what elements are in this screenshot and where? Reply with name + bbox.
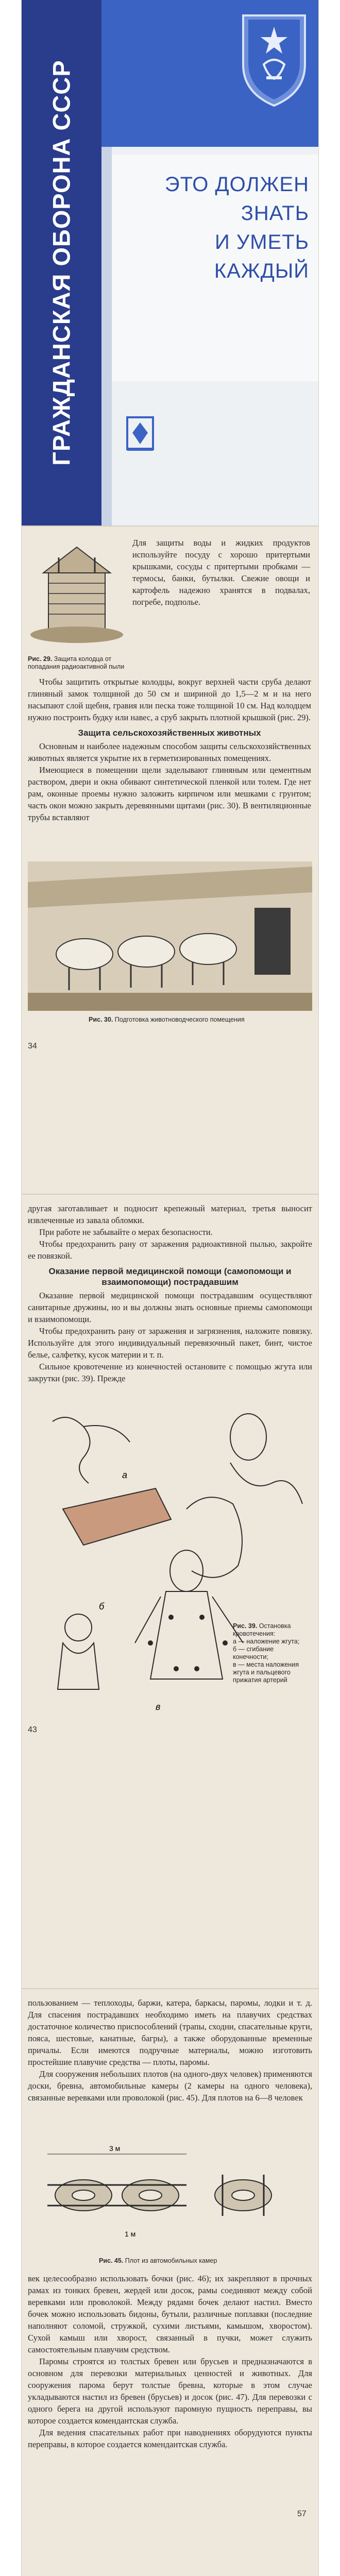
well-illustration <box>28 537 126 650</box>
fig39-letter-v: в <box>156 1702 161 1712</box>
raft-illustration <box>32 2139 310 2252</box>
paragraph: Чтобы защитить открытые колодцы, вокруг верхней части сруба делают глиняный замок толщиной до 50 см и шириной до 1,5—2 м и на него насыпают слой щебня, гравия или песка тоже толщиной 10 см. Над колодцем нужно построить будку или навес, а сруб закрыть плотной крышкой (рис. 29). <box>28 677 311 722</box>
fig39-letter-b: б <box>99 1601 105 1612</box>
paragraph: Чтобы предохранить рану от заражения радиоактивной пылью, закройте ее повязкой. <box>28 1239 312 1261</box>
paragraph: Паромы строятся из толстых бревен или брусьев и предназначаются в основном для перевозки материальных ценностей и животных. Для сооружения парома берут толстые бревна, которые в этом случае укладываются настил из бревен (брусьев) и досок (рис. 47). Для перевозки с одного берега на другой используют паромную пущность переправы, вы которое создается комендантская служба. <box>28 2357 312 2426</box>
headline-line: КАЖДЫЙ <box>214 260 309 282</box>
paragraph: Для сооружения небольших плотов (на одного-двух человек) применяются доски, бревна, автомобильные камеры (2 камеры на одного человека), связанные веревками или проволокой (рис. 45). Для плотов на 6—8 человек <box>28 2069 312 2103</box>
paragraph: Для защиты воды и жидких продуктов используйте посуду с хорошо притертыми крышками, сосуды с притертыми пробками — термосы, банки, бутылки. Свежие овощи и картофель надежно хранятся в подвалах, погребе, подполье. <box>132 538 310 607</box>
intro-right <box>132 537 310 608</box>
page-43 <box>22 1195 318 1988</box>
fig30-text: Подготовка животноводческого помещения <box>114 1016 245 1023</box>
civil-defense-emblem-icon <box>101 0 318 147</box>
fig30-label: Рис. 30. <box>89 1016 113 1023</box>
page57-top <box>28 1997 312 2104</box>
fig39-item: а — наложение жгута; <box>233 1638 300 1645</box>
paragraph: другая заготавливает и подносит крепежный материал, третья выносит извлеченные из завала обломки. <box>28 1204 312 1225</box>
page-number: 57 <box>297 2510 307 2518</box>
fig45-text: Плот из автомобильных камер <box>125 2257 217 2264</box>
cover-band <box>22 0 101 526</box>
cover-headline <box>165 170 309 285</box>
fig39-item: б — сгибание конечности; <box>233 1646 274 1660</box>
fig39-letter-a: а <box>122 1470 128 1480</box>
headline-line: И УМЕТЬ <box>215 231 309 253</box>
dim-length: 3 м <box>109 2144 121 2153</box>
series-title: ГРАЖДАНСКАЯ ОБОРОНА СССР <box>47 60 75 466</box>
paragraph: Сильное кровотечение из конечностей остановите с помощью жгута или закрутки (рис. 39). Прежде <box>28 1362 312 1383</box>
page-number: 34 <box>28 1042 37 1050</box>
headline-line: ЗНАТЬ <box>241 202 309 225</box>
fig29-caption <box>28 655 126 671</box>
fig39-caption <box>233 1622 310 1684</box>
page-number: 43 <box>28 1725 37 1734</box>
page34-body <box>28 676 311 823</box>
paragraph: Имеющиеся в помещении щели заделывают глиняным или цементным раствором, двери и окна обивают синтетической пленкой или толем. Где нет рам, оконные проемы нужно заложить кирпичом или мешками с грунтом; часть окон можно закрыть деревянными щитами (рис. 30). В вентиляционные трубы вставляют <box>28 765 311 822</box>
fig29-label: Рис. 29. <box>28 655 53 663</box>
page-34 <box>22 527 318 1194</box>
barn-illustration <box>28 861 312 1011</box>
paragraph: Основным и наиболее надежным способом защиты сельскохозяйственных животных является укрытие их в герметизированных помещениях. <box>28 741 311 763</box>
book-cover <box>22 0 318 526</box>
paragraph: пользованием — теплоходы, баржи, катера, баркасы, паромы, лодки и т. д. Для спасения пострадавших необходимо иметь на плавучих средствах достаточное количество приспособлений (трапы, сходни, спасательные круги, пояса, шестовые, канатные, багры), а также оборудованные временные причалы. Если имеются подручные материалы, можно изготовить простейшие плавучие средства — плоты, паромы. <box>28 1998 312 2067</box>
paragraph: Оказание первой медицинской помощи пострадавшим осуществляют санитарные дружины, но и вы должны знать основные приемы самопомощи и взаимопомощи. <box>28 1291 312 1324</box>
page43-body <box>28 1202 312 1384</box>
fig29-text: Защита колодца от попадания радиоактивной пыли <box>28 655 125 670</box>
headline-line: ЭТО ДОЛЖЕН <box>164 173 309 196</box>
fig39-item: в — места наложения жгута и пальцевого прижатия артерий <box>233 1661 299 1684</box>
paragraph: При работе не забывайте о мерах безопасности. <box>39 1227 213 1237</box>
dim-width: 1 м <box>125 2230 136 2238</box>
page-57 <box>22 1989 318 2576</box>
fig45-caption <box>99 2257 217 2265</box>
fig39-label: Рис. 39. <box>233 1622 258 1630</box>
paragraph: Для ведения спасательных работ при наводнениях оборудуются пункты переправы, в которое создается комендантская служба. <box>28 2428 312 2449</box>
section-heading: Защита сельскохозяйственных животных <box>78 728 261 738</box>
fig39-text: Остановка кровотечения: <box>233 1622 291 1637</box>
cd-badge-icon <box>117 407 163 464</box>
page57-body <box>28 2273 312 2450</box>
paragraph: век целесообразно использовать бочки (рис. 46); их закрепляют в прочных рамах из тонких бревен, жердей или досок, рамы соединяют между собой веревками или проволокой. Между рядами бочек делают настил. Вместо бочек можно использовать бидоны, бутыли, различные поплавки (последние наполняют соломой, стружкой, сухими листьями, камышом, хворостом). Сухой камыш или хворост, связанный в пучки, может служить самостоятельным плавучим средством. <box>28 2274 312 2354</box>
fig30-caption <box>89 1016 245 1024</box>
cover-stripe <box>101 147 112 526</box>
section-heading: Оказание первой медицинской помощи (самопомощи и взаимопомощи) пострадавшим <box>48 1266 292 1287</box>
paragraph: Чтобы предохранить рану от заражения и загрязнения, наложите повязку. Используйте для этого индивидуальный перевязочный пакет, бинт, чистое белье, салфетку, кусок материи и т. п. <box>28 1326 312 1360</box>
fig45-label: Рис. 45. <box>99 2257 124 2264</box>
cover-emblem-block <box>101 0 318 147</box>
